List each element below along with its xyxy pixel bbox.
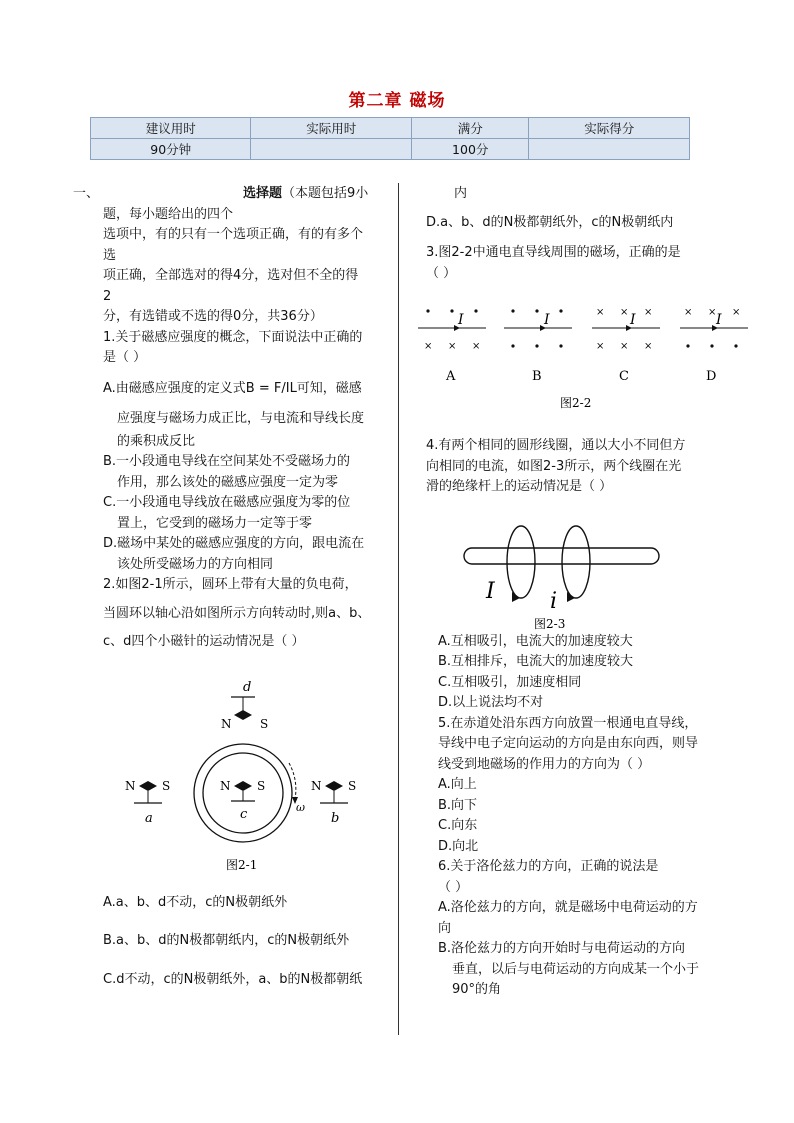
panel-a [418, 309, 486, 384]
q2-stem: 当圆环以轴心沿如图所示方向转动时,则a、b、 [103, 605, 371, 621]
dot [710, 344, 713, 347]
pole-s-c: S [257, 778, 266, 793]
page-title: 第二章 磁场 [348, 91, 446, 111]
q5-stem: 导线中电子定向运动的方向是由东向西，则导 [438, 736, 699, 751]
q5-stem: 线受到地磁场的作用力的方向为（ ） [438, 756, 651, 772]
q4-stem: 向相同的电流，如图2-3所示，两个线圈在光 [426, 458, 682, 474]
panel-label-d: D [706, 369, 717, 384]
q6-option-a: 向 [438, 920, 452, 936]
score-header-cell: 实际得分 [529, 118, 690, 139]
dot [559, 344, 562, 347]
pole-s-d: S [260, 716, 269, 731]
label-c: c [240, 806, 248, 822]
figure-2-1 [103, 659, 385, 889]
pole-n-c: N [220, 778, 231, 793]
cross: × [596, 307, 605, 318]
q4-option-c: C.互相吸引，加速度相同 [438, 674, 582, 690]
q2-stem: 2.如图2-1所示，圆环上带有大量的负电荷， [103, 577, 358, 592]
section-intro-1: （本题包括9小 [282, 186, 369, 201]
cross: × [684, 307, 693, 318]
q6-option-b: 90°的角 [452, 982, 502, 997]
q2-option-a: A.a、b、d不动，c的N极朝纸外 [103, 894, 288, 910]
q2-option-c: C.d不动，c的N极朝纸外，a、b的N极都朝纸 [103, 971, 363, 987]
score-value-cell: 100分 [411, 139, 529, 160]
panel-b [504, 309, 572, 384]
panel-label-b: B [532, 369, 542, 384]
dot [511, 344, 514, 347]
score-header-cell: 实际用时 [251, 118, 411, 139]
pole-s-a: S [162, 778, 171, 793]
current-label: I [716, 312, 722, 328]
current-label: I [630, 312, 636, 328]
q4-stem: 4.有两个相同的圆形线圈，通以大小不同但方 [426, 438, 686, 453]
pole-n-a: N [125, 778, 136, 793]
dot [511, 309, 514, 312]
cross: × [708, 307, 717, 318]
pole-n-d: N [221, 716, 232, 731]
q3-stem: 3.图2-2中通电直导线周围的磁场，正确的是 [426, 245, 681, 260]
q1-option-a: 的乘积成反比 [117, 433, 196, 449]
cross: × [472, 341, 481, 352]
section-heading: 选择题 [243, 186, 283, 201]
panel-label-c: C [619, 369, 629, 384]
cross: × [448, 341, 457, 352]
q4-stem: 滑的绝缘杆上的运动情况是（ ） [426, 479, 613, 494]
section-number: 一、 [73, 186, 100, 201]
dot [426, 309, 429, 312]
column-divider [398, 183, 399, 1035]
label-a: a [145, 810, 153, 826]
q4-option-d: D.以上说法均不对 [438, 695, 544, 710]
q6-option-b: 垂直，以后与电荷运动的方向成某一个小于 [452, 961, 700, 977]
dot [535, 309, 538, 312]
q6-option-b: B.洛伦兹力的方向开始时与电荷运动的方向 [438, 941, 686, 956]
section-intro-5: 项正确，全部选对的得4分，选对但不全的得 [103, 268, 359, 283]
q5-stem: 5.在赤道处沿东西方向放置一根通电直导线， [438, 715, 698, 731]
q6-option-a: A.洛伦兹力的方向，就是磁场中电荷运动的方 [438, 900, 698, 915]
score-value-cell [251, 139, 411, 160]
score-table [90, 117, 690, 160]
cross: × [620, 307, 629, 318]
panel-label-a: A [446, 369, 456, 384]
left-column [73, 184, 385, 990]
pole-n-b: N [311, 778, 322, 793]
q5-option-b: B.向下 [438, 797, 478, 813]
score-table-value-row [91, 139, 690, 160]
q6-stem: 6.关于洛伦兹力的方向，正确的说法是 [438, 859, 659, 874]
q5-option-c: C.向东 [438, 818, 478, 833]
section-intro-7: 分，有选错或不选的得0分，共36分） [103, 309, 323, 324]
cross: × [644, 307, 653, 318]
q1-option-a: 应强度与磁场力成正比，与电流和导线长度 [117, 411, 365, 426]
cross: × [732, 307, 741, 318]
section-intro-4: 选 [103, 247, 117, 263]
q3-stem: （ ） [426, 265, 457, 281]
q1-option-b: 作用，那么该处的磁感应强度一定为零 [117, 474, 339, 490]
pole-s-b: S [348, 778, 357, 793]
q1-option-b: B.一小段通电导线在空间某处不受磁场力的 [103, 454, 351, 469]
q4-option-a: A.互相吸引，电流大的加速度较大 [438, 633, 633, 649]
needle-a [139, 781, 157, 791]
panel-d [680, 307, 748, 384]
score-value-cell [529, 139, 690, 160]
q5-option-d: D.向北 [438, 838, 479, 854]
dot [559, 309, 562, 312]
panel-c [592, 307, 660, 384]
figure-2-3 [426, 512, 726, 632]
dot [535, 344, 538, 347]
needle-b [325, 781, 343, 791]
current-small-label: i [550, 588, 558, 614]
q5-option-a: A.向上 [438, 777, 477, 792]
score-header-cell: 建议用时 [91, 118, 251, 139]
cross: × [424, 341, 433, 352]
q2-option-b: B.a、b、d的N极都朝纸内，c的N极朝纸外 [103, 933, 350, 948]
q1-option-d: 该处所受磁场力的方向相同 [117, 556, 274, 572]
figure-2-2 [416, 304, 756, 422]
q2-option-d: D.a、b、d的N极都朝纸外，c的N极朝纸内 [426, 214, 674, 230]
figure-2-2-caption: 图2-2 [560, 396, 592, 410]
dot [734, 344, 737, 347]
dot [474, 309, 477, 312]
needle-c [234, 781, 252, 791]
right-column [424, 184, 741, 1001]
section-intro-2: 题，每小题给出的四个 [103, 206, 234, 222]
label-b: b [331, 810, 340, 826]
dot [450, 309, 453, 312]
section-heading-line [73, 184, 385, 205]
section-intro-3: 选项中，有的只有一个选项正确，有的有多个 [103, 227, 364, 242]
current-label: I [458, 312, 464, 328]
omega-label: ω [296, 800, 305, 814]
q1-option-c: 置上，它受到的磁场力一定等于零 [117, 515, 313, 531]
score-table-header-row [91, 118, 690, 139]
score-header-cell: 满分 [411, 118, 529, 139]
needle-d [234, 710, 252, 720]
q1-stem: 是（ ） [103, 350, 147, 365]
q2-stem: c、d四个小磁针的运动情况是（ ） [103, 634, 305, 649]
label-d: d [243, 679, 252, 695]
score-value-cell: 90分钟 [91, 139, 251, 160]
figure-2-1-caption: 图2-1 [226, 857, 258, 872]
q1-option-a: A.由磁感应强度的定义式B = F/IL可知，磁感 [103, 380, 362, 396]
q6-stem: （ ） [438, 879, 469, 895]
q1-stem: 1.关于磁感应强度的概念，下面说法中正确的 [103, 329, 363, 345]
q1-option-d: D.磁场中某处的磁感应强度的方向，跟电流在 [103, 536, 365, 551]
cross: × [644, 341, 653, 352]
current-label: I [544, 312, 550, 328]
figure-2-3-caption: 图2-3 [534, 616, 566, 631]
q2-option-c-cont: 内 [454, 186, 468, 201]
cross: × [596, 341, 605, 352]
cross: × [620, 341, 629, 352]
current-big-label: I [486, 578, 495, 604]
dot [686, 344, 689, 347]
q1-option-c: C.一小段通电导线放在磁感应强度为零的位 [103, 495, 351, 510]
q4-option-b: B.互相排斥，电流大的加速度较大 [438, 654, 634, 669]
section-intro-6: 2 [103, 288, 112, 304]
